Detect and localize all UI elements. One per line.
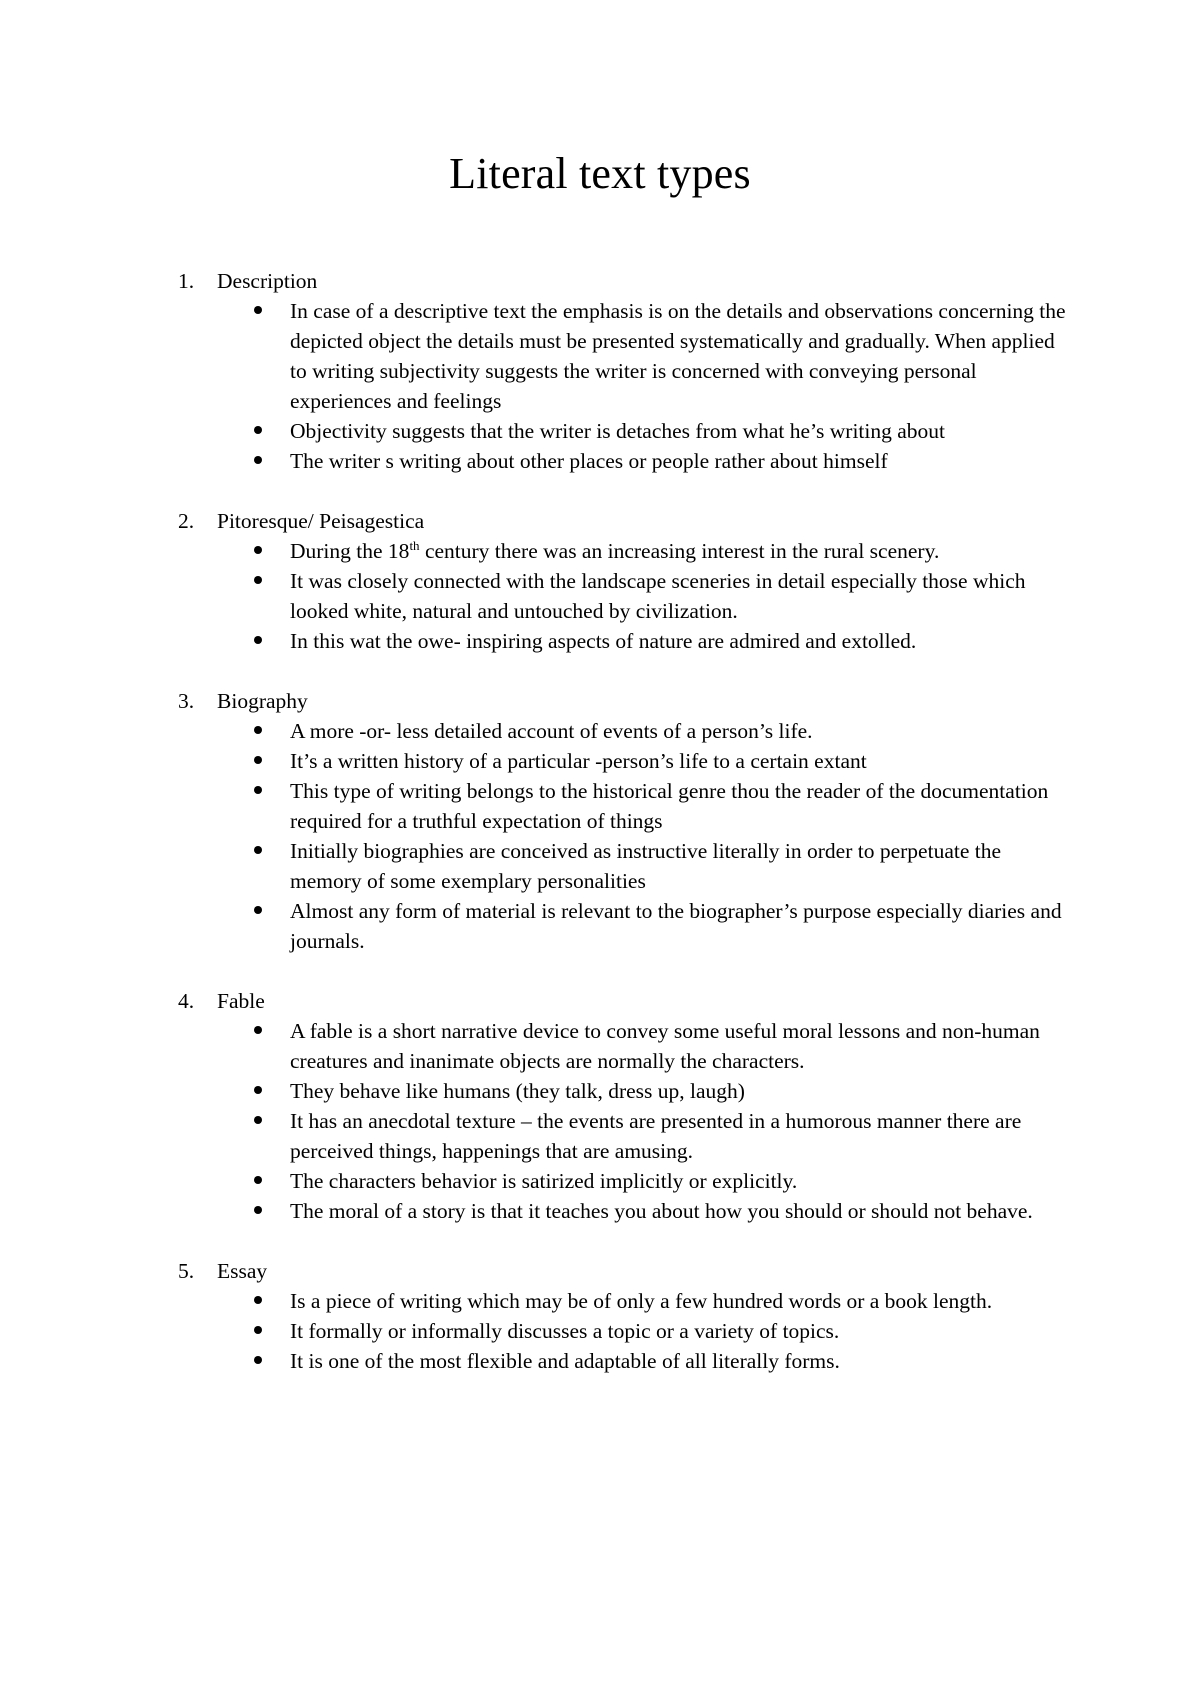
bullet-item (0, 416, 1070, 446)
bullet-dot-icon (254, 1116, 262, 1124)
bullet-item (0, 296, 1070, 416)
bullet-text: They behave like humans (they talk, dress up, laugh) (290, 1079, 745, 1103)
section-heading (0, 1256, 1200, 1286)
section-label: Biography (217, 689, 308, 713)
bullet-text: It was closely connected with the landscape sceneries in detail especially those which looked white, natural and untouched by civilization. (290, 569, 1026, 623)
bullet-text: In this wat the owe- inspiring aspects of nature are admired and extolled. (290, 629, 917, 653)
section-number: 1. (178, 269, 195, 293)
bullet-text: The moral of a story is that it teaches you about how you should or should not behave. (290, 1199, 1033, 1223)
section-number: 5. (178, 1259, 195, 1283)
section-label: Fable (217, 989, 265, 1013)
section-heading (0, 986, 1200, 1016)
section-item (0, 266, 1200, 476)
bullet-text (290, 539, 939, 563)
bullet-text: It is one of the most flexible and adaptable of all literally forms. (290, 1349, 840, 1373)
bullet-item (0, 626, 1070, 656)
bullet-dot-icon (254, 1326, 262, 1334)
bullet-text: Initially biographies are conceived as instructive literally in order to perpetuate the memory of some exemplary personalities (290, 839, 1002, 893)
bullet-dot-icon (254, 456, 262, 464)
bullet-dot-icon (254, 1176, 262, 1184)
bullet-text: A more -or- less detailed account of events of a person’s life. (290, 719, 813, 743)
bullet-dot-icon (254, 786, 262, 794)
bullet-dot-icon (254, 756, 262, 764)
section-item (0, 1256, 1200, 1376)
bullet-item (0, 776, 1070, 836)
bullet-text: It formally or informally discusses a topic or a variety of topics. (290, 1319, 840, 1343)
section-label: Pitoresque/ Peisagestica (217, 509, 425, 533)
bullet-dot-icon (254, 546, 262, 554)
bullet-text: The writer s writing about other places or people rather about himself (290, 449, 888, 473)
bullet-item (0, 1316, 1070, 1346)
section-number: 3. (178, 689, 195, 713)
bullet-dot-icon (254, 906, 262, 914)
section-number: 2. (178, 509, 195, 533)
bullet-dot-icon (254, 726, 262, 734)
bullet-list (0, 716, 1200, 956)
section-item (0, 686, 1200, 956)
bullet-list (0, 1016, 1200, 1226)
bullet-item (0, 746, 1070, 776)
bullet-dot-icon (254, 1086, 262, 1094)
bullet-dot-icon (254, 1026, 262, 1034)
bullet-item (0, 716, 1070, 746)
bullet-list (0, 296, 1200, 476)
section-heading (0, 506, 1200, 536)
bullet-item (0, 536, 1070, 566)
bullet-item (0, 1016, 1070, 1076)
bullet-text: Almost any form of material is relevant to the biographer’s purpose especially diaries and journals. (290, 899, 1062, 953)
bullet-item (0, 836, 1070, 896)
section-item (0, 506, 1200, 656)
bullet-item (0, 1076, 1070, 1106)
document-title: Literal text types (449, 149, 751, 198)
bullet-dot-icon (254, 1356, 262, 1364)
bullet-dot-icon (254, 636, 262, 644)
section-heading (0, 686, 1200, 716)
bullet-item (0, 1196, 1070, 1226)
bullet-list (0, 536, 1200, 656)
bullet-item (0, 1286, 1070, 1316)
section-number: 4. (178, 989, 195, 1013)
bullet-dot-icon (254, 306, 262, 314)
section-label: Essay (217, 1259, 268, 1283)
bullet-text-part: During the 18 (290, 539, 410, 563)
bullet-text: A fable is a short narrative device to convey some useful moral lessons and non-human creatures and inanimate objects are normally the characters. (290, 1019, 1040, 1073)
bullet-text: The characters behavior is satirized implicitly or explicitly. (290, 1169, 798, 1193)
bullet-dot-icon (254, 1206, 262, 1214)
bullet-dot-icon (254, 846, 262, 854)
bullet-text: In case of a descriptive text the emphasis is on the details and observations concerning the depicted object the details must be presented systematically and gradually. When applied to writing subjectivity suggests the writer is concerned with conveying personal experiences and feelings (290, 299, 1066, 413)
section-item (0, 986, 1200, 1226)
section-label: Description (217, 269, 318, 293)
bullet-list (0, 1286, 1200, 1376)
bullet-text: It has an anecdotal texture – the events are presented in a humorous manner there are perceived things, happenings that are amusing. (290, 1109, 1022, 1163)
bullet-item (0, 896, 1070, 956)
section-list (0, 266, 1200, 1406)
bullet-item (0, 566, 1070, 626)
bullet-text: Is a piece of writing which may be of only a few hundred words or a book length. (290, 1289, 993, 1313)
bullet-dot-icon (254, 1296, 262, 1304)
bullet-item (0, 1166, 1070, 1196)
bullet-dot-icon (254, 426, 262, 434)
bullet-text-part: century there was an increasing interest in the rural scenery. (419, 539, 940, 563)
section-heading (0, 266, 1200, 296)
superscript: th (409, 537, 420, 553)
bullet-text: Objectivity suggests that the writer is detaches from what he’s writing about (290, 419, 946, 443)
bullet-item (0, 446, 1070, 476)
bullet-dot-icon (254, 576, 262, 584)
bullet-item (0, 1346, 1070, 1376)
bullet-item (0, 1106, 1070, 1166)
bullet-text: It’s a written history of a particular -person’s life to a certain extant (290, 749, 867, 773)
bullet-text: This type of writing belongs to the historical genre thou the reader of the documentation required for a truthful expectation of things (290, 779, 1049, 833)
